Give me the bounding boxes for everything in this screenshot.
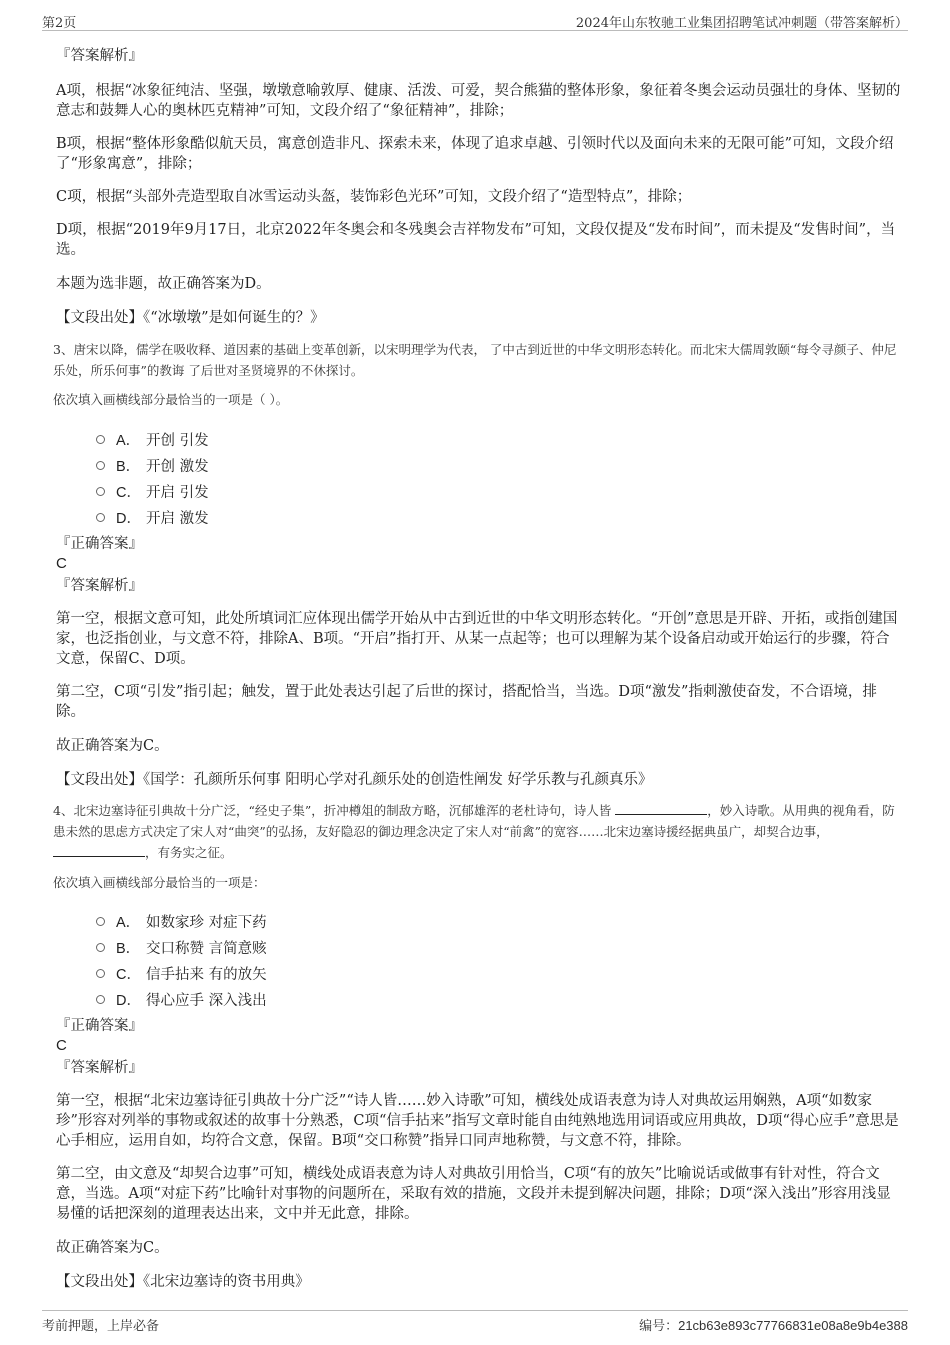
option-a[interactable]: A． 如数家珍 对症下药 <box>96 908 901 934</box>
question-3-options <box>56 426 901 530</box>
radio-icon[interactable] <box>96 435 105 444</box>
analysis-b: B项，根据“整体形象酷似航天员，寓意创造非凡、探索未来，体现了追求卓越、引领时代以及面向未来的无限可能”可知，文段介绍了“形象寓意”，排除； <box>56 136 894 172</box>
question-4-stem: 4、北宋边塞诗征引典故十分广泛，“经史子集”，折冲樽俎的制敌方略，沉郁雄浑的老杜诗句，诗人皆 ，妙入诗歌。从用典的视角看，防患未然的思虑方式决定了宋人对“曲突”的弘扬，友好隐忍的御边理念决定了宋人对“前禽”的宽容……北宋边塞诗援经据典虽广，却契合边事， ，有务实之征。 <box>53 803 895 860</box>
analysis-label: 『答案解析』 <box>56 578 143 594</box>
analysis-label: 『答案解析』 <box>56 48 143 64</box>
analysis-a: A项，根据“冰象征纯洁、坚强，墩墩意喻敦厚、健康、活泼、可爱，契合熊猫的整体形象，象征着冬奥会运动员强壮的身体、坚韧的意志和鼓舞人心的奥林匹克精神”可知，文段介绍了“象征精神”，排除； <box>56 83 901 119</box>
question-4-prompt: 依次填入画横线部分最恰当的一项是： <box>53 875 266 890</box>
analysis-paragraph: 第一空，根据“北宋边塞诗征引典故十分广泛”“诗人皆……妙入诗歌”可知，横线处成语表意为诗人对典故运用娴熟，A项“如数家珍”形容对列举的事物或叙述的故事十分熟悉，C项“信手拈来”指写文章时能自由纯熟地选用词语或应用典故，D项“得心应手”意思是心手相应，运用自如，均符合文意，保留。B项“交口称赞”指异口同声地称赞，与文意不符，排除。 <box>56 1093 899 1149</box>
analysis-conclusion: 故正确答案为C。 <box>56 1240 169 1256</box>
document-title: 2024年山东牧驰工业集团招聘笔试冲刺题（带答案解析） <box>575 16 908 31</box>
source-citation: 【文段出处】《国学：孔颜所乐何事 阳明心学对孔颜乐处的创造性阐发 好学乐教与孔颜真乐》 <box>56 772 653 788</box>
analysis-paragraph: 第二空，C项“引发”指引起；触发，置于此处表达引起了后世的探讨，搭配恰当，当选。D项“激发”指刺激使奋发，不合语境，排除。 <box>56 684 877 720</box>
page-number: 第2页 <box>42 16 77 31</box>
radio-icon[interactable] <box>96 917 105 926</box>
question-3-stem: 3、唐宋以降，儒学在吸收释、道因素的基础上变革创新，以宋明理学为代表， 了中古到近世的中华文明形态转化。而北宋大儒周敦颐“每令寻颜子、仲尼乐处，所乐何事”的教诲 了后世对圣贤境界的不休探讨。 <box>53 342 897 378</box>
page-content <box>53 44 901 1292</box>
option-b[interactable]: B． 交口称赞 言简意赅 <box>96 934 901 960</box>
option-a[interactable]: A． 开创 引发 <box>96 426 901 452</box>
analysis-label: 『答案解析』 <box>56 1060 143 1076</box>
footer-slogan: 考前押题，上岸必备 <box>42 1319 160 1334</box>
document-code: 编号：21cb63e893c77766831e08a8e9b4e388 <box>639 1318 908 1334</box>
correct-answer-label: 『正确答案』 <box>56 536 143 552</box>
question-4-options <box>56 908 901 1012</box>
source-citation: 【文段出处】《北宋边塞诗的资书用典》 <box>56 1274 310 1290</box>
fill-blank-1 <box>615 802 707 815</box>
radio-icon[interactable] <box>96 461 105 470</box>
correct-answer: C <box>56 555 67 572</box>
option-c[interactable]: C． 信手拈来 有的放矢 <box>96 960 901 986</box>
page-footer <box>42 1310 908 1335</box>
question-3-prompt: 依次填入画横线部分最恰当的一项是（ ）。 <box>53 392 289 407</box>
analysis-d: D项，根据“2019年9月17日，北京2022年冬奥会和冬残奥会吉祥物发布”可知，文段仅提及“发布时间”，而未提及“发售时间”，当选。 <box>56 222 896 258</box>
option-b[interactable]: B． 开创 激发 <box>96 452 901 478</box>
correct-answer-label: 『正确答案』 <box>56 1018 143 1034</box>
option-d[interactable]: D． 得心应手 深入浅出 <box>96 986 901 1012</box>
analysis-paragraph: 第二空，由文意及“却契合边事”可知，横线处成语表意为诗人对典故引用恰当，C项“有的放矢”比喻说话或做事有针对性，符合文意，当选。A项“对症下药”比喻针对事物的问题所在，采取有效的措施，文段并未提到解决问题，排除；D项“深入浅出”形容用浅显易懂的话把深刻的道理表达出来，文中并无此意，排除。 <box>56 1166 891 1222</box>
radio-icon[interactable] <box>96 969 105 978</box>
radio-icon[interactable] <box>96 943 105 952</box>
radio-icon[interactable] <box>96 995 105 1004</box>
radio-icon[interactable] <box>96 513 105 522</box>
source-citation: 【文段出处】《“冰墩墩”是如何诞生的？》 <box>56 310 325 326</box>
page-header <box>42 10 908 31</box>
analysis-paragraph: 第一空，根据文意可知，此处所填词汇应体现出儒学开始从中古到近世的中华文明形态转化。“开创”意思是开辟、开拓，或指创建国家，也泛指创业，与文意不符，排除A、B项。“开启”指打开、从某一点起等；也可以理解为某个设备启动或开始运行的步骤，符合文意，保留C、D项。 <box>56 611 898 667</box>
analysis-conclusion: 本题为选非题，故正确答案为D。 <box>56 276 271 292</box>
analysis-conclusion: 故正确答案为C。 <box>56 738 169 754</box>
analysis-c: C项，根据“头部外壳造型取自冰雪运动头盔，装饰彩色光环”可知，文段介绍了“造型特点”，排除； <box>56 189 692 205</box>
fill-blank-2 <box>53 844 145 857</box>
option-d[interactable]: D． 开启 激发 <box>96 504 901 530</box>
correct-answer: C <box>56 1037 67 1054</box>
radio-icon[interactable] <box>96 487 105 496</box>
option-c[interactable]: C． 开启 引发 <box>96 478 901 504</box>
